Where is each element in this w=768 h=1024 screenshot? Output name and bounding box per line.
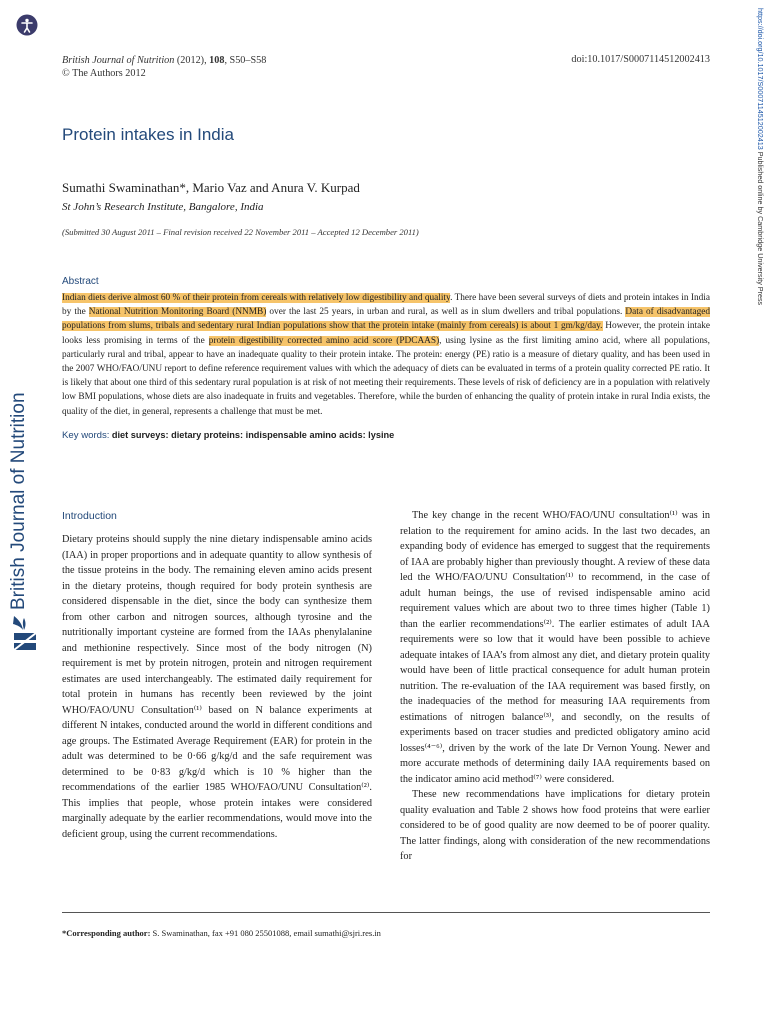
intro-paragraph-2: The key change in the recent WHO/FAO/UNU consultation⁽¹⁾ was in relation to the requirement for amino acids. In the last two decades, an expanding body of evidence has emerged to suggest that the requirements of IAA are probably higher than previously thought. A review of these data led the WHO/FAO/UNU Consultation⁽¹⁾ to recommend, in the case of adult human beings, the use of revised indispensable amino acid requirement values which are about two to three times higher (Table 1) than the earlier recommendations⁽²⁾. The earlier estimates of adult IAA requirements were so low that it would have been possible to achieve adequate intakes of IAA’s from almost any diet, and dietary protein quality would have been of little practical consequence for adult human protein nutrition. The re-evaluation of the IAA requirement was based firstly, on the inadequacies of the method for measuring IAA requirements from estimations of nitrogen balance⁽³⁾, and secondly, on the results of experiments based on tracer studies and predicted obligatory amino acid losses⁽⁴⁻⁶⁾, driven by the work of the late Dr Vernon Young. Newer and more accurate methods of determining daily IAA requirements based on the indicator amino acid method⁽⁷⁾ were considered. bbox=[400, 510, 710, 785]
abstract-part-1: . There have been several surveys of diets and protein intakes in India by the bbox=[62, 293, 710, 318]
keywords-text: diet surveys: dietary proteins: indispensable amino acids: lysine bbox=[111, 430, 395, 440]
published-online-text: Published online by Cambridge University Press bbox=[756, 149, 765, 306]
introduction-heading: Introduction bbox=[62, 510, 117, 522]
abstract-heading: Abstract bbox=[62, 276, 99, 287]
footnote-divider bbox=[62, 912, 710, 913]
footnote-text: S. Swaminathan, fax +91 080 25501088, email sumathi@sjri.res.in bbox=[150, 928, 381, 938]
journal-year: (2012), bbox=[176, 55, 207, 66]
ns-logo-icon bbox=[10, 614, 40, 663]
intro-right-column bbox=[400, 508, 710, 865]
author-list: Sumathi Swaminathan*, Mario Vaz and Anura V. Kurpad bbox=[62, 180, 360, 195]
keywords-label: Key words: bbox=[62, 430, 110, 441]
intro-paragraph-1: Dietary proteins should supply the nine dietary indispensable amino acids (IAA) in proper proportions and in adequate quantity to allow synthesis of the tissue proteins in the body. The remaining eleven amino acids present in the dietary proteins, though required for body protein synthesis are considered dispensable in the diet, since the body can synthesize them from other carbon and nitrogen sources, although tyrosine and the nutritionally important cysteine are formed from the IAAs phenylalanine and methionine respectively. Since most of the body nitrogen (N) requirement is met by protein nitrogen, protein and nitrogen requirement estimates are used interchangeably. The estimated daily requirement for total protein in humans has recently been reviewed by the joint WHO/FAO/UNU Consultation⁽¹⁾ based on N balance experiments at different N intakes, conducted around the world in different conditions and age groups. The Estimated Average Requirement (EAR) for protein in the adult was determined to be 0·66 g/kg/d and the safe requirement was determined to be 0·83 g/kg/d which is 10 % higher than the recommendations of the earlier 1985 WHO/FAO/UNU Consultation⁽²⁾. This implies that people, whose protein intakes were considered marginally adequate by the earlier recommendations, would move into the deficient group, using the current recommendations. bbox=[62, 534, 372, 840]
keywords bbox=[62, 430, 394, 441]
highlight-1: Indian diets derive almost 60 % of their protein from cereals with relatively low digestibility and quality bbox=[62, 293, 451, 303]
journal-name: British Journal of Nutrition bbox=[62, 55, 175, 66]
footnote-label: *Corresponding author: bbox=[62, 928, 151, 938]
online-publication-note bbox=[756, 8, 765, 305]
accessibility-icon[interactable] bbox=[16, 14, 38, 41]
submission-dates: (Submitted 30 August 2011 – Final revision received 22 November 2011 – Accepted 12 December 2011) bbox=[62, 227, 419, 237]
abstract-text bbox=[62, 291, 710, 419]
highlight-4: protein digestibility corrected amino acid score (PDCAAS) bbox=[208, 335, 440, 346]
author-affiliation: St John’s Research Institute, Bangalore, India bbox=[62, 201, 264, 213]
journal-vertical-title: British Journal of Nutrition bbox=[8, 392, 29, 610]
journal-pages: , S50–S58 bbox=[224, 55, 267, 66]
doi-link[interactable]: https://doi.org/10.1017/S0007114512002413 bbox=[756, 8, 765, 150]
highlight-3: Data of disadvantaged populations from slums, tribals and sedentary rural Indian populations show that the protein intake (mainly from cereals) is about 1 gm/kg/day. bbox=[62, 307, 710, 332]
journal-citation bbox=[62, 54, 266, 80]
article-title: Protein intakes in India bbox=[62, 125, 234, 144]
copyright-line: © The Authors 2012 bbox=[62, 68, 146, 79]
journal-volume: 108 bbox=[209, 55, 225, 66]
doi-header: doi:10.1017/S0007114512002413 bbox=[571, 54, 710, 65]
corresponding-author-note bbox=[62, 928, 381, 938]
intro-left-column bbox=[62, 532, 372, 842]
abstract-part-3: However, the protein intake looks less promising in terms of the bbox=[62, 321, 710, 346]
abstract-part-4: , using lysine as the first limiting amino acid, where all populations, particularly rural and tribal, appear to have an inadequate quality to their protein intake. The protein: energy (PE) ratio is a measure of dietary quality, and has been used in the 2007 WHO/FAO/UNU report to define reference requirement values with which the adequacy of diets can be evaluated in terms of a protein quality corrected PE ratio. It is likely that about one third of this sedentary rural population is at risk of not meeting their requirements. These levels of risk of deficiency are in a population with relatively low BMI populations, whose diets are also inadequate in fruits and vegetables. Therefore, while the burden of enhancing the quality of protein intake in rural India exists, the quality of the diet, in general, represents a challenge that must be met. bbox=[62, 335, 710, 417]
intro-paragraph-3: These new recommendations have implications for dietary protein quality evaluation and Table 2 shows how food proteins that were earlier considered to be of good quality are now deemed to be of poorer quality. The latter findings, along with consideration of the new recommendations for bbox=[400, 789, 710, 862]
abstract-part-2: over the last 25 years, in urban and rural, as well as in slum dwellers and tribal populations. bbox=[266, 307, 626, 318]
highlight-2: National Nutrition Monitoring Board (NNMB) bbox=[88, 307, 267, 318]
